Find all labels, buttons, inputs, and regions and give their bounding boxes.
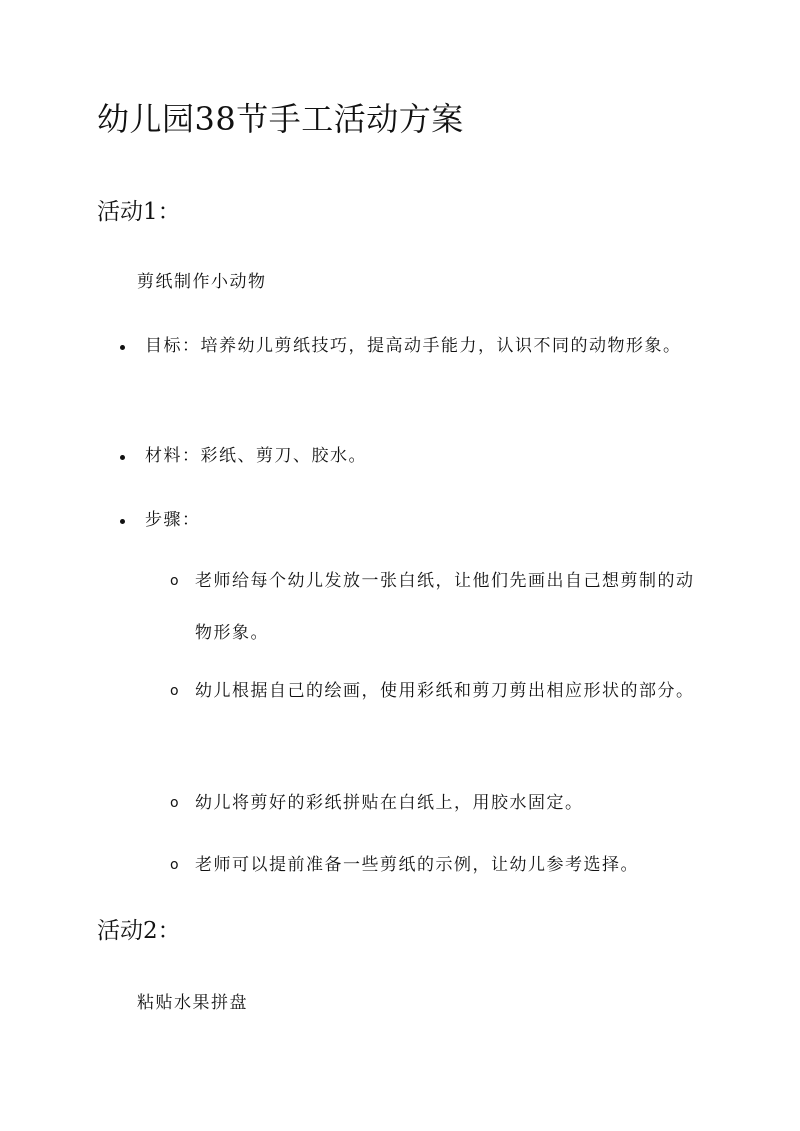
activity1-heading: 活动1： [97,199,181,225]
activity2-heading: 活动2： [97,918,181,944]
step-text: 幼儿根据自己的绘画，使用彩纸和剪刀剪出相应形状的部分。 [195,681,695,701]
circle-bullet-icon: o [170,683,179,699]
bullet-steps-text: 步骤： [145,510,201,530]
circle-bullet-icon: o [170,795,179,811]
activity2-subtitle: 粘贴水果拼盘 [137,993,248,1013]
bullet-dot-icon [120,519,125,524]
activity1-subtitle: 剪纸制作小动物 [137,272,267,292]
bullet-dot-icon [120,345,125,350]
document-title: 幼儿园38节手工活动方案 [97,100,464,138]
step-text: 老师给每个幼儿发放一张白纸，让他们先画出自己想剪制的动物形象。 [195,571,695,643]
circle-bullet-icon: o [170,573,179,589]
bullet-materials-text: 材料：彩纸、剪刀、胶水。 [145,446,367,466]
bullet-goal-text: 目标：培养幼儿剪纸技巧，提高动手能力，认识不同的动物形象。 [145,336,682,356]
circle-bullet-icon: o [170,857,179,873]
bullet-dot-icon [120,455,125,460]
step-text: 幼儿将剪好的彩纸拼贴在白纸上，用胶水固定。 [195,793,584,813]
step-text: 老师可以提前准备一些剪纸的示例，让幼儿参考选择。 [195,855,639,875]
